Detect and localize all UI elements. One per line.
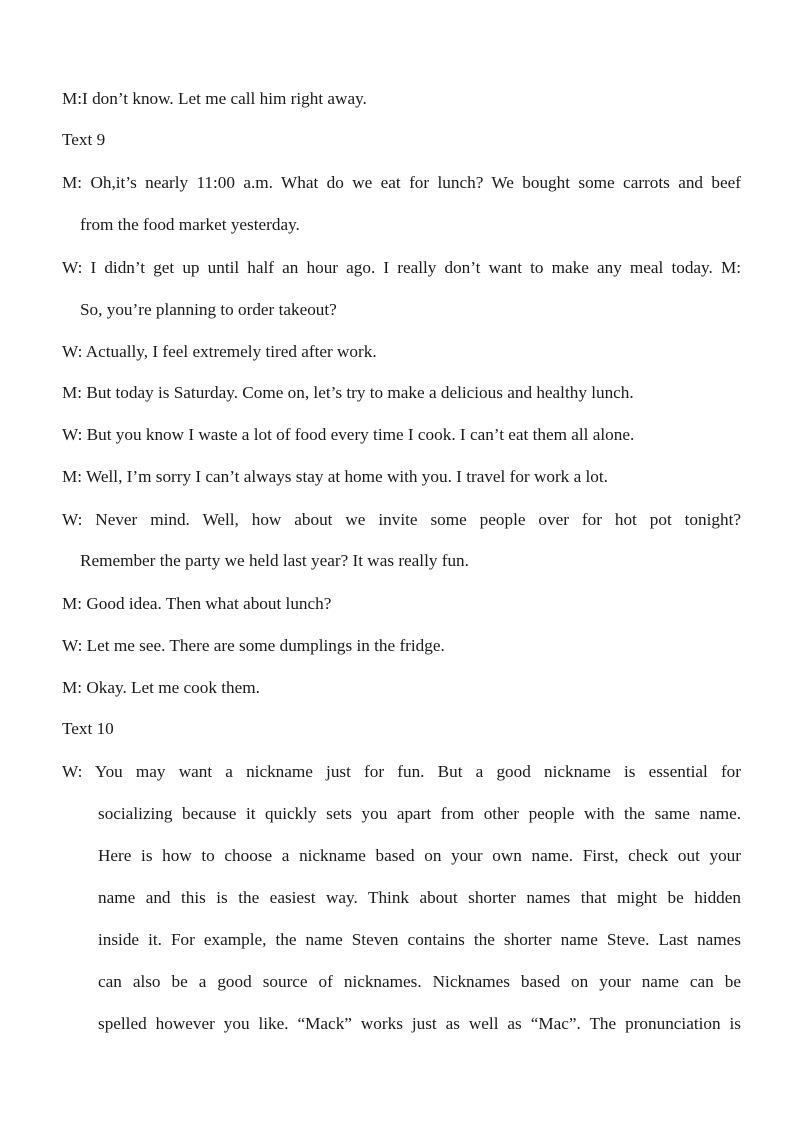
text-line: socializing because it quickly sets you apart from other people with the same name. — [98, 804, 741, 823]
text-line: W: Actually, I feel extremely tired after work. — [62, 342, 377, 361]
text-line: can also be a good source of nicknames. Nicknames based on your name can be — [98, 972, 741, 991]
text-line: W: You may want a nickname just for fun. But a good nickname is essential for — [62, 762, 741, 781]
text-line: W: I didn’t get up until half an hour ago. I really don’t want to make any meal today. M: — [62, 258, 741, 277]
text-line: M: Good idea. Then what about lunch? — [62, 594, 332, 613]
text-line: So, you’re planning to order takeout? — [80, 300, 337, 319]
text-line: M: But today is Saturday. Come on, let’s try to make a delicious and healthy lunch. — [62, 383, 634, 402]
text-line: Here is how to choose a nickname based on your own name. First, check out your — [98, 846, 741, 865]
section-heading: Text 10 — [62, 719, 114, 738]
text-line: M: Well, I’m sorry I can’t always stay at home with you. I travel for work a lot. — [62, 467, 608, 486]
text-line: M: Oh,it’s nearly 11:00 a.m. What do we eat for lunch? We bought some carrots and beef — [62, 173, 741, 192]
text-line: Remember the party we held last year? It was really fun. — [80, 551, 469, 570]
text-line: W: Never mind. Well, how about we invite some people over for hot pot tonight? — [62, 510, 741, 529]
text-line: M: Okay. Let me cook them. — [62, 678, 260, 697]
text-line: M:I don’t know. Let me call him right away. — [62, 89, 367, 108]
section-heading: Text 9 — [62, 130, 106, 149]
text-line: inside it. For example, the name Steven contains the shorter name Steve. Last names — [98, 930, 741, 949]
text-line: name and this is the easiest way. Think about shorter names that might be hidden — [98, 888, 741, 907]
text-line: from the food market yesterday. — [80, 215, 300, 234]
text-line: spelled however you like. “Mack” works just as well as “Mac”. The pronunciation is — [98, 1014, 741, 1033]
text-line: W: Let me see. There are some dumplings in the fridge. — [62, 636, 445, 655]
text-line: W: But you know I waste a lot of food every time I cook. I can’t eat them all alone. — [62, 425, 635, 444]
